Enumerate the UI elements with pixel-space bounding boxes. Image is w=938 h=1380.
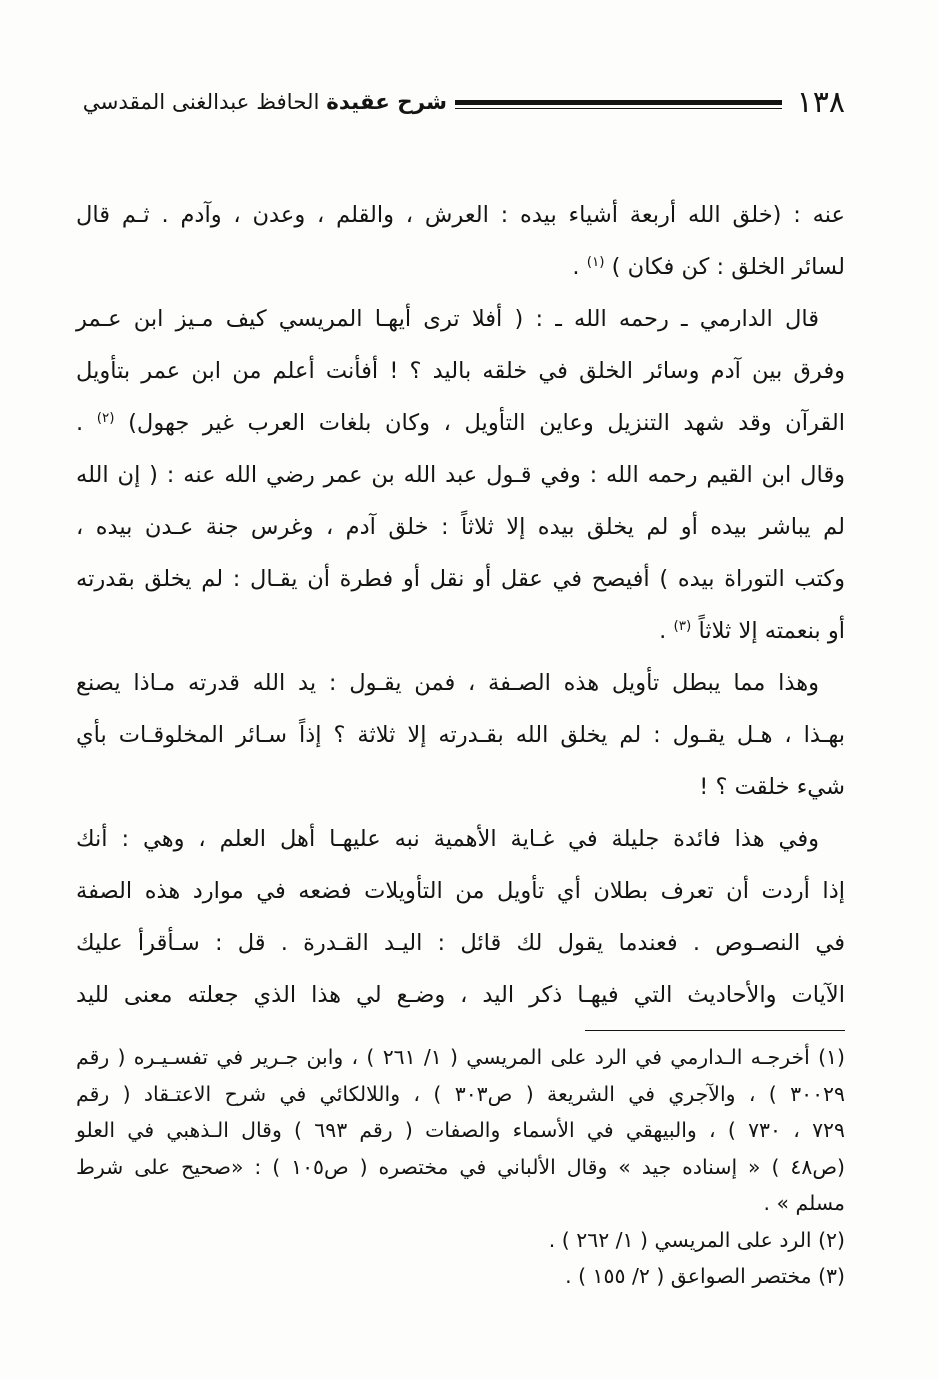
body-line xyxy=(75,241,845,293)
body-line xyxy=(75,865,845,917)
footnote-line xyxy=(75,1112,845,1149)
body-line xyxy=(75,657,819,709)
body-line xyxy=(75,397,845,449)
footnote-marker: (٢) xyxy=(96,409,115,426)
body-line xyxy=(75,761,845,813)
body-line-segment: لسائر الخلق : كن فكان ) xyxy=(604,254,845,280)
header-rule xyxy=(455,100,782,109)
running-title-rest: الحافظ عبدالغنى المقدسي xyxy=(82,90,320,115)
footnote-line xyxy=(75,1076,845,1113)
body-line-text xyxy=(572,241,845,293)
body-line-segment: . xyxy=(572,254,587,280)
body-line-segment: القرآن وقد شهد التنزيل وعاين التأويل ، وكان بلغات العرب غير جهول) xyxy=(114,410,845,436)
body-line xyxy=(75,449,845,501)
footnote-line-text: (ص٤٨ ) « إسناده جيد » وقال الألباني في مختصره ( ص١٠٥ ) : «صحيح على شرط xyxy=(76,1154,845,1179)
body-line xyxy=(75,345,845,397)
body-text xyxy=(75,189,845,1021)
footnote-line xyxy=(75,1149,845,1186)
footnotes xyxy=(75,1039,845,1295)
body-line-segment: . xyxy=(659,618,674,644)
footnote-line-text: مسلم » . xyxy=(763,1191,845,1215)
body-line-text: وقال ابن القيم رحمه الله : وفي قـول عبد الله بن عمر رضي الله عنه : ( إن الله xyxy=(76,462,845,488)
body-line xyxy=(75,709,845,761)
body-line xyxy=(75,917,845,969)
body-line-text: شيء خلقت ؟ ! xyxy=(699,774,845,800)
body-line-text: عنه : (خلق الله أربعة أشياء بيده : العرش ، والقلم ، وعدن ، وآدم . ثـم قال xyxy=(76,202,845,228)
footnote-line xyxy=(75,1258,845,1295)
body-line-text xyxy=(659,605,845,657)
body-line-text: وكتب التوراة بيده ) أفيصح في عقل أو نقل أو فطرة أن يقـال : لم يخلق بقدرته xyxy=(76,566,845,592)
footnote-marker: (١) xyxy=(586,253,605,270)
body-line-text: في النصـوص . فعندما يقول لك قائل : اليـد القـدرة . قل : سـأقرأ عليك xyxy=(76,930,845,956)
body-line-text: الآيات والأحاديث التي فيهـا ذكر اليد ، وضـع لي هذا الذي جعلته معنى لليد xyxy=(76,982,845,1008)
body-line xyxy=(75,605,845,657)
body-line-segment: . xyxy=(75,410,97,436)
body-line xyxy=(75,553,845,605)
running-title xyxy=(75,82,447,124)
running-title-bold: شرح عقيدة xyxy=(326,90,447,115)
body-line xyxy=(75,813,819,865)
footnote-marker: (٣) xyxy=(673,617,692,634)
footnote-line-text: ٣٠٠٢٩ ) ، والآجري في الشريعة ( ص٣٠٣ ) ، واللالكائي في شرح الاعتـقاد ( رقم xyxy=(76,1081,845,1106)
body-line-text xyxy=(76,397,845,449)
body-line xyxy=(75,189,845,241)
body-line xyxy=(75,293,819,345)
body-line-text: وفي هذا فائدة جليلة في غـاية الأهمية نبه عليهـا أهل العلم ، وهي : أنك xyxy=(76,826,819,852)
body-line-text: لم يباشر بيده أو لم يخلق بيده إلا ثلاثاً : خلق آدم ، وغرس جنة عـدن بيده ، xyxy=(76,514,845,540)
body-line-text: إذا أردت أن تعرف بطلان أي تأويل من التأويلات فضعه في موارد هذه الصفة xyxy=(76,878,845,904)
body-line-text: وفرق بين آدم وسائر الخلق في خلقه باليد ؟ ! أفأنت أعلم من ابن عمر بتأويل xyxy=(76,358,845,384)
body-line xyxy=(75,969,845,1021)
footnote-line xyxy=(75,1185,845,1222)
footnote-line-text: ٧٢٩ ، ٧٣٠ ) ، والبيهقي في الأسماء والصفات ( رقم ٦٩٣ ) وقال الـذهبي في العلو xyxy=(76,1118,845,1142)
running-title-text xyxy=(83,82,447,124)
footnote-line xyxy=(75,1039,845,1076)
footnote-line-text: (١) أخرجـه الـدارمي في الرد على المريسي ( ١/ ٢٦١ ) ، وابن جـرير في تفسـيـره ( رقم xyxy=(76,1045,845,1069)
footnote-separator xyxy=(585,1030,845,1031)
body-line xyxy=(75,501,845,553)
footnote-line-text: (٣) مختصر الصواعق ( ٢/ ١٥٥ ) . xyxy=(565,1264,845,1288)
body-line-text: بهـذا ، هـل يقـول : لم يخلق الله بقـدرته إلا ثلاثة ؟ إذاً سـائر المخلوقـات بأي xyxy=(76,722,845,748)
body-line-text: قال الدارمي ـ رحمه الله ـ : ( أفلا ترى أيهـا المريسي كيف مـيز ابن عـمر xyxy=(76,306,819,332)
footnote-line-text: (٢) الرد على المريسي ( ١/ ٢٦٢ ) . xyxy=(548,1227,845,1252)
body-line-text: وهذا مما يبطل تأويل هذه الصـفة ، فمن يقـول : يد الله قدرته مـاذا يصنع xyxy=(76,670,819,696)
footnote-line xyxy=(75,1222,845,1259)
page-number: ١٣٨ xyxy=(796,85,845,120)
body-line-segment: أو بنعمته إلا ثلاثاً xyxy=(691,618,845,644)
